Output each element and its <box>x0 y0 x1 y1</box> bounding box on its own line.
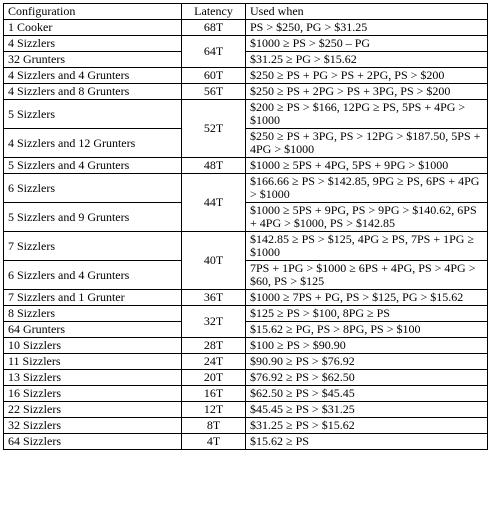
table-row <box>4 402 488 418</box>
used-when-cell: $250 ≥ PS + 3PG, PS > 12PG > $187.50, 5PS + 4PG > $1000 <box>246 129 488 158</box>
latency-cell: 4T <box>182 434 246 450</box>
config-cell: 7 Sizzlers <box>4 232 182 261</box>
table-row <box>4 306 488 322</box>
table-row <box>4 100 488 129</box>
latency-cell: 12T <box>182 402 246 418</box>
table-row <box>4 354 488 370</box>
latency-cell: 32T <box>182 306 246 338</box>
config-cell: 6 Sizzlers <box>4 174 182 203</box>
latency-cell: 40T <box>182 232 246 290</box>
header-used-when: Used when <box>246 4 488 20</box>
used-when-cell: $31.25 ≥ PG > $15.62 <box>246 52 488 68</box>
latency-cell: 8T <box>182 418 246 434</box>
used-when-cell: $15.62 ≥ PG, PS > 8PG, PS > $100 <box>246 322 488 338</box>
config-cell: 4 Sizzlers and 8 Grunters <box>4 84 182 100</box>
latency-cell: 68T <box>182 20 246 36</box>
used-when-cell: $45.45 ≥ PS > $31.25 <box>246 402 488 418</box>
header-latency: Latency <box>182 4 246 20</box>
table-row <box>4 174 488 203</box>
table-row <box>4 386 488 402</box>
latency-cell: 60T <box>182 68 246 84</box>
config-cell: 4 Sizzlers and 4 Grunters <box>4 68 182 84</box>
table-row <box>4 84 488 100</box>
table-row <box>4 261 488 290</box>
config-cell: 4 Sizzlers and 12 Grunters <box>4 129 182 158</box>
used-when-cell: $15.62 ≥ PS <box>246 434 488 450</box>
config-cell: 6 Sizzlers and 4 Grunters <box>4 261 182 290</box>
used-when-cell: $1000 ≥ 7PS + PG, PS > $125, PG > $15.62 <box>246 290 488 306</box>
config-cell: 1 Cooker <box>4 20 182 36</box>
config-cell: 5 Sizzlers and 9 Grunters <box>4 203 182 232</box>
config-cell: 10 Sizzlers <box>4 338 182 354</box>
header-row <box>4 4 488 20</box>
latency-cell: 64T <box>182 36 246 68</box>
config-cell: 8 Sizzlers <box>4 306 182 322</box>
config-cell: 13 Sizzlers <box>4 370 182 386</box>
latency-cell: 16T <box>182 386 246 402</box>
table-row <box>4 203 488 232</box>
config-cell: 7 Sizzlers and 1 Grunter <box>4 290 182 306</box>
config-cell: 22 Sizzlers <box>4 402 182 418</box>
used-when-cell: $200 ≥ PS > $166, 12PG ≥ PS, 5PS + 4PG > $1000 <box>246 100 488 129</box>
config-cell: 32 Sizzlers <box>4 418 182 434</box>
used-when-cell: $1000 ≥ PS > $250 – PG <box>246 36 488 52</box>
latency-cell: 20T <box>182 370 246 386</box>
table-row <box>4 20 488 36</box>
table-row <box>4 158 488 174</box>
table-row <box>4 434 488 450</box>
used-when-cell: $76.92 ≥ PS > $62.50 <box>246 370 488 386</box>
latency-cell: 56T <box>182 84 246 100</box>
used-when-cell: PS > $250, PG > $31.25 <box>246 20 488 36</box>
used-when-cell: $250 ≥ PS + PG > PS + 2PG, PS > $200 <box>246 68 488 84</box>
config-cell: 32 Grunters <box>4 52 182 68</box>
table-row <box>4 418 488 434</box>
latency-cell: 36T <box>182 290 246 306</box>
latency-cell: 44T <box>182 174 246 232</box>
used-when-cell: $90.90 ≥ PS > $76.92 <box>246 354 488 370</box>
used-when-cell: $142.85 ≥ PS > $125, 4PG ≥ PS, 7PS + 1PG ≥ $1000 <box>246 232 488 261</box>
config-cell: 4 Sizzlers <box>4 36 182 52</box>
table-row <box>4 129 488 158</box>
table-row <box>4 68 488 84</box>
config-cell: 16 Sizzlers <box>4 386 182 402</box>
used-when-cell: $31.25 ≥ PS > $15.62 <box>246 418 488 434</box>
used-when-cell: $62.50 ≥ PS > $45.45 <box>246 386 488 402</box>
table-row <box>4 36 488 52</box>
config-cell: 5 Sizzlers <box>4 100 182 129</box>
config-cell: 64 Sizzlers <box>4 434 182 450</box>
used-when-cell: $100 ≥ PS > $90.90 <box>246 338 488 354</box>
table-row <box>4 52 488 68</box>
table-row <box>4 232 488 261</box>
used-when-cell: 7PS + 1PG > $1000 ≥ 6PS + 4PG, PS > 4PG > $60, PS > $125 <box>246 261 488 290</box>
used-when-cell: $166.66 ≥ PS > $142.85, 9PG ≥ PS, 6PS + 4PG > $1000 <box>246 174 488 203</box>
latency-cell: 48T <box>182 158 246 174</box>
latency-cell: 52T <box>182 100 246 158</box>
config-cell: 11 Sizzlers <box>4 354 182 370</box>
header-configuration: Configuration <box>4 4 182 20</box>
configuration-table <box>3 3 488 450</box>
used-when-cell: $250 ≥ PS + 2PG > PS + 3PG, PS > $200 <box>246 84 488 100</box>
latency-cell: 28T <box>182 338 246 354</box>
config-cell: 5 Sizzlers and 4 Grunters <box>4 158 182 174</box>
table-row <box>4 322 488 338</box>
used-when-cell: $125 ≥ PS > $100, 8PG ≥ PS <box>246 306 488 322</box>
table-row <box>4 338 488 354</box>
latency-cell: 24T <box>182 354 246 370</box>
table-row <box>4 290 488 306</box>
config-cell: 64 Grunters <box>4 322 182 338</box>
table-row <box>4 370 488 386</box>
used-when-cell: $1000 ≥ 5PS + 4PG, 5PS + 9PG > $1000 <box>246 158 488 174</box>
used-when-cell: $1000 ≥ 5PS + 9PG, PS > 9PG > $140.62, 6PS + 4PG > $1000, PS > $142.85 <box>246 203 488 232</box>
